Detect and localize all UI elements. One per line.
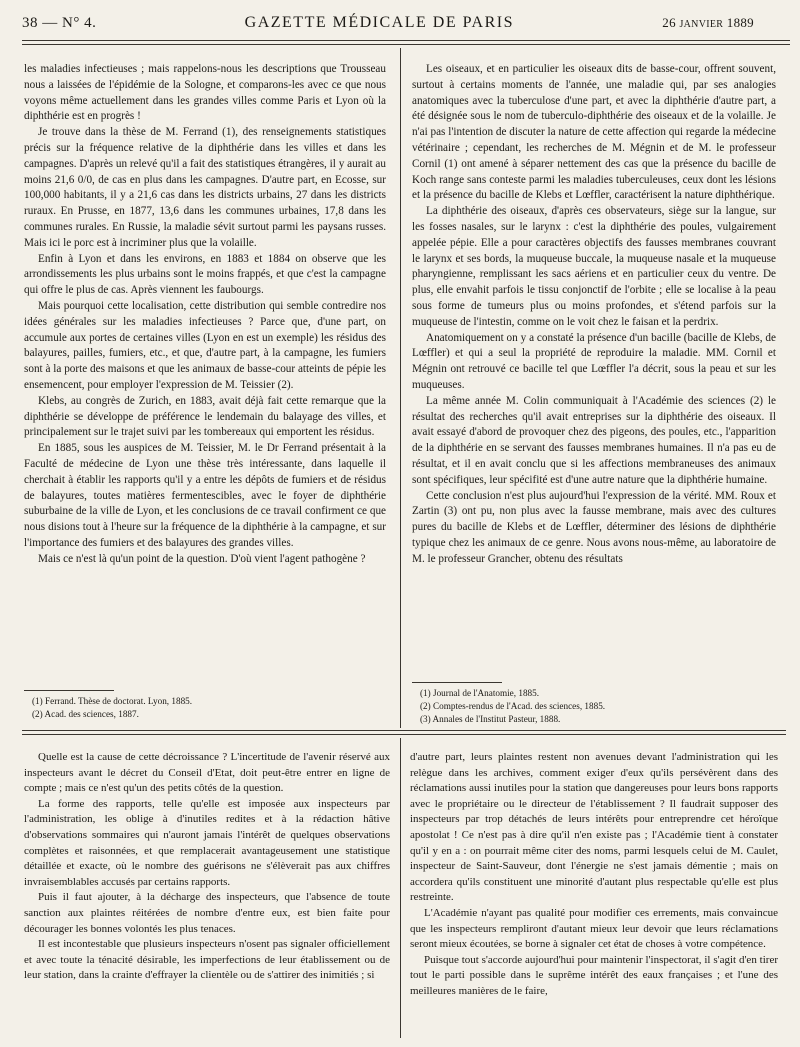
footnote: (1) Journal de l'Anatomie, 1885. — [420, 688, 540, 698]
footnote: (1) Ferrand. Thèse de doctorat. Lyon, 1885. — [32, 696, 193, 706]
journal-title: GAZETTE MÉDICALE DE PARIS — [244, 14, 514, 31]
paragraph: La même année M. Colin communiquait à l'Académie des sciences (2) le résultat des recherches qu'il avait entreprises sur la diphthérie des oiseaux. Il avait essayé d'abord de provoquer chez des pigeons, des poules, etc., l'apparition de la diphthérie en se servant des fausses membranes humaines. Il n'a pas eu de résultat, et il en avait conclu que si les affections membraneuses des animaux sont spécifiques, leur spécifité est d'une autre nature que la diphthérie humaine. — [412, 394, 776, 486]
paragraph: Enfin à Lyon et dans les environs, en 1883 et 1884 on observe que les arrondissements les plus urbains sont le moins frappés, et que c'est la campagne qui offre le plus de cas. Après viennent les faubourgs. — [24, 252, 386, 297]
header-rule — [22, 40, 790, 41]
footnote: (3) Annales de l'Institut Pasteur, 1888. — [420, 714, 561, 724]
issue-date-month: JANVIER — [679, 19, 724, 30]
header-rule-double — [22, 44, 790, 45]
lower-right-column — [410, 750, 778, 1040]
paragraph: En 1885, sous les auspices de M. Teissier, M. le Dr Ferrand présentait à la Faculté de médecine de Lyon une thèse très intéressante, dans laquelle il cherchait à établir les rapports qu'il y a entre les dépôts de fumiers et de résidus de balayures, toutes matières fermentescibles, avec le foyer de diphthérie suburbaine de la ville de Lyon, et les conclusions de ce travail confirment ce que nous disions tout à l'heure sur la fréquence de la diphthérie à la campagne, et sur l'importance des fumiers et des balayures des grandes villes. — [24, 442, 386, 549]
footnote: (2) Comptes-rendus de l'Acad. des sciences, 1885. — [420, 701, 606, 711]
paragraph: Quelle est la cause de cette décroissance ? L'incertitude de l'avenir réservé aux inspecteurs avant le décret du Conseil d'Etat, doit peut-être entrer en ligne de compte ; mais ce n'est qu'un des petits côtés de la question. — [24, 751, 390, 795]
paragraph: Mais pourquoi cette localisation, cette distribution qui semble contredire nos idées générales sur les maladies infectieuses ? Parce que, d'une part, on accumule aux portes de certaines villes (Lyon en est un exemple) les résidus des balayures, pailles, fumiers, etc., et que, d'autre part, à la campagne, les fumiers sont à la porte des maisons et que les animaux de basse-cour atteints de pépie les ensemencent, pour employer l'expression de M. Teissier (2). — [24, 299, 386, 391]
issue-date-day: 26 — [662, 15, 676, 30]
paragraph: les maladies infectieuses ; mais rappelons-nous les descriptions que Trousseau nous a laissées de l'épidémie de la Sologne, et comparons-les avec ce que nous voyons même actuellement dans les grandes villes comme Paris et Lyon où la diphthérie est en progrès ! — [24, 63, 386, 123]
upper-right-column — [412, 62, 776, 684]
footnote: (2) Acad. des sciences, 1887. — [32, 709, 139, 719]
paragraph: Puisque tout s'accorde aujourd'hui pour maintenir l'inspectorat, il s'agit d'en tirer tout le parti possible dans le suprême intérêt des eaux françaises ; et l'une des meilleures manières de le faire, — [410, 953, 778, 997]
column-divider-lower — [400, 738, 401, 1038]
paragraph: La forme des rapports, telle qu'elle est imposée aux inspecteurs par l'administration, les oblige à d'inutiles redites et à la rédaction hâtive d'observations sommaires qui n'auront jamais l'intérêt de quelques observations complètes et raisonnées, et que remplacerait avantageusement une statistique détaillée et exacte, où le nombre des guérisons ne s'élèverait pas aux chiffres invraisemblables accusés par certains rapports. — [24, 797, 390, 888]
issue-date-year: 1889 — [726, 15, 754, 30]
paragraph: Les oiseaux, et en particulier les oiseaux dits de basse-cour, offrent souvent, surtout à certains moments de l'année, une maladie qui, par ses analogies anatomiques avec la tuberculose d'une part, et avec la diphthérie d'autre part, a été désignée sous le nom de tuberculo-diphthérie des oiseaux et de la volaille. Je n'ai pas l'intention de discuter la nature de cette affection qui regarde la médecine vétérinaire ; cependant, les recherches de M. Mégnin et de M. le professeur Cornil (1) ont amené à séparer nettement des cas que la présence du bacille de Koch range sans conteste parmi les maladies tuberculeuses, ceux dont les lésions et la présence du bacille de Klebs et Lœffler, caractérisent la nature diphthérique. — [412, 63, 776, 202]
footnote-rule — [24, 690, 114, 691]
paragraph: d'autre part, leurs plaintes restent non avenues devant l'administration qui les relègue dans les archives, comment exiger d'eux qu'ils persévèrent dans des réclamations aussi inutiles pour la station que dangereuses pour leurs bons rapports avec le propriétaire ou le directeur de l'établissement ? Il faudrait supposer des inspecteurs par trop détachés de leurs intérêts pour entreprendre cet héroïque apostolat ! Ce n'est pas à dire qu'il n'en existe pas ; l'Académie tient à constater qu'il y en a : on pourrait même citer des noms, parmi lesquels celui de M. Caulet, inspecteur de Saint-Sauveur, dont l'énergie ne s'est jamais démentie ; mais on accordera qu'ils constituent une minorité d'autant plus respectable qu'elle est plus restreinte. — [410, 751, 778, 904]
paragraph: Klebs, au congrès de Zurich, en 1883, avait déjà fait cette remarque que la diphthérie se développe de préférence le lendemain du balayage des villes, et principalement sur le trajet suivi par les tombereaux qui emportent les résidus. — [24, 394, 386, 439]
paragraph: Mais ce n'est là qu'un point de la question. D'où vient l'agent pathogène ? — [38, 552, 366, 565]
paragraph: Anatomiquement on y a constaté la présence d'un bacille (bacille de Klebs, de Lœffler) et qui a seul la propriété de reproduire la maladie. MM. Cornil et Mégnin ont retrouvé ce bacille tel que Lœffler l'a décrit, sous la peau et sur les muqueuses. — [412, 331, 776, 391]
upper-right-footnotes — [412, 682, 776, 726]
page-header — [22, 14, 754, 38]
paragraph: Cette conclusion n'est plus aujourd'hui l'expression de la vérité. MM. Roux et Zartin (3) ont pu, non plus avec la fausse membrane, mais avec des cultures pures du bacille de Klebs et de Lœffler, déterminer des lésions de diphthérie typique chez les animaux de ce genre. Nous avons nous-même, au laboratoire de M. le professeur Grancher, obtenu des résultats — [412, 489, 776, 565]
lower-left-column — [24, 750, 390, 1040]
paragraph: Il est incontestable que plusieurs inspecteurs n'osent pas signaler officiellement et avec toute la ténacité désirable, les imperfections de leur établissement ou de leur station, dans la crainte d'effrayer la clientèle ou de s'attirer des inimitiés ; si — [24, 938, 390, 982]
section-separator — [22, 730, 786, 731]
upper-left-column — [24, 62, 386, 684]
paragraph: La diphthérie des oiseaux, d'après ces observateurs, siège sur la langue, sur les fosses nasales, sur le larynx : c'est la diphthérie des poules, vulgairement appelée pépie. Elle a pour caractères objectifs des fausses membranes couvrant le larynx et ses bords, la muqueuse buccale, la muqueuse nasale et la muqueuse pharyngienne, remplissant les sacs aériens et en particulier ceux du ventre. De plus, elle envahit parfois le tissu conjonctif de l'orbite ; elle se localise à la peau sous forme de tumeurs plus ou moins profondes, et s'étend parfois sur la muqueuse de l'intestin, comme on le voit chez le faisan et la perdrix. — [412, 205, 776, 328]
section-separator-double — [22, 734, 786, 735]
column-divider-upper — [400, 48, 401, 728]
page-number: 38 — N° 4. — [22, 15, 97, 31]
issue-date — [662, 15, 754, 31]
paragraph: Je trouve dans la thèse de M. Ferrand (1), des renseignements statistiques précis sur la fréquence relative de la diphthérie dans les villes et dans les campagnes. D'après un relevé qu'il a fait des statistiques étrangères, il y aurait au moins 21,6 0/0, de cas en plus dans les campagnes. D'autre part, en Ecosse, sur 100,000 habitants, il y a 21,6 cas dans les districts urbains, 27 dans les districts ruraux. En Prusse, en 1877, 13,6 dans les communes urbaines, 17,8 dans les communes rurales. En Russie, la maladie sévit surtout parmi les paysans russes. Mais ici le porc est à incriminer plus que la volaille. — [24, 126, 386, 249]
footnote-rule — [412, 682, 502, 683]
paragraph: L'Académie n'ayant pas qualité pour modifier ces errements, mais convaincue que les inspecteurs rempliront d'autant mieux leur devoir que leurs réclamations seront mieux écoutées, se borne à signaler cet état de choses à votre compétence. — [410, 906, 778, 951]
paragraph: Puis il faut ajouter, à la décharge des inspecteurs, que l'absence de toute sanction aux plaintes réitérées de nombre d'entre eux, est bien faite pour décourager les bonnes volontés les plus tenaces. — [24, 891, 390, 935]
upper-left-footnotes — [24, 690, 386, 721]
